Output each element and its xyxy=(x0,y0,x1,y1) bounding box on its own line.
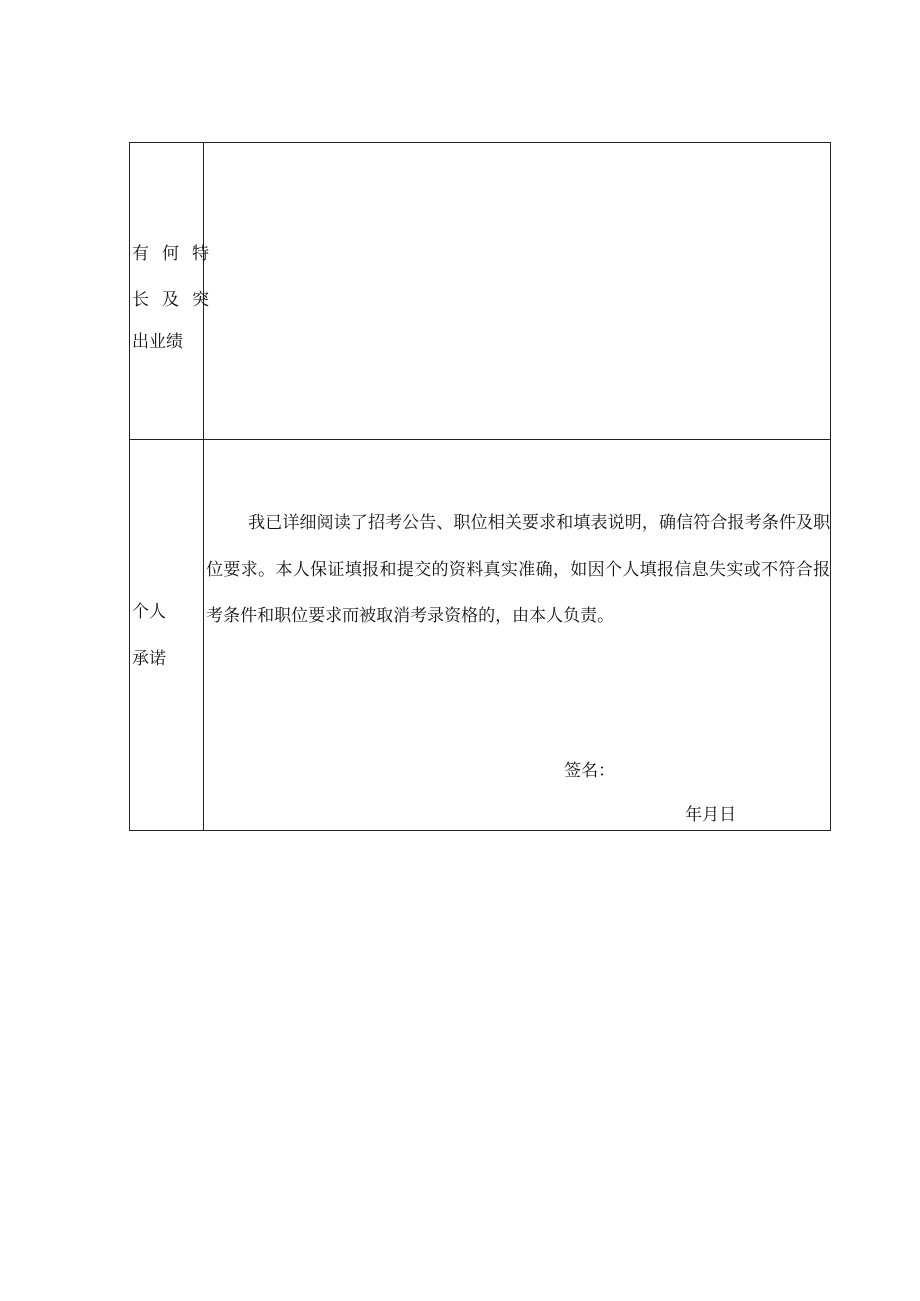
specialty-label-line2: 长及突 xyxy=(132,290,222,310)
date-label: 年月日 xyxy=(685,805,737,825)
promise-content-cell xyxy=(204,440,831,831)
specialty-content-cell[interactable] xyxy=(204,143,831,440)
specialty-row xyxy=(130,143,831,440)
application-form-table xyxy=(129,142,831,831)
promise-row xyxy=(130,440,831,831)
signature-label: 签名： xyxy=(564,761,616,781)
specialty-label-line3: 出业绩 xyxy=(132,332,183,352)
promise-label-line1: 个人 xyxy=(132,602,166,622)
promise-label-line2: 承诺 xyxy=(132,649,166,669)
promise-label-cell xyxy=(130,440,204,831)
specialty-label-cell xyxy=(130,143,222,440)
promise-statement: 我已详细阅读了招考公告、职位相关要求和填表说明，确信符合报考条件及职位要求。本人保证填报和提交的资料真实准确，如因个人填报信息失实或不符合报考条件和职位要求而被取消考录资格的，由本人负责。 xyxy=(206,513,831,626)
specialty-label-line1: 有何特 xyxy=(132,244,222,264)
